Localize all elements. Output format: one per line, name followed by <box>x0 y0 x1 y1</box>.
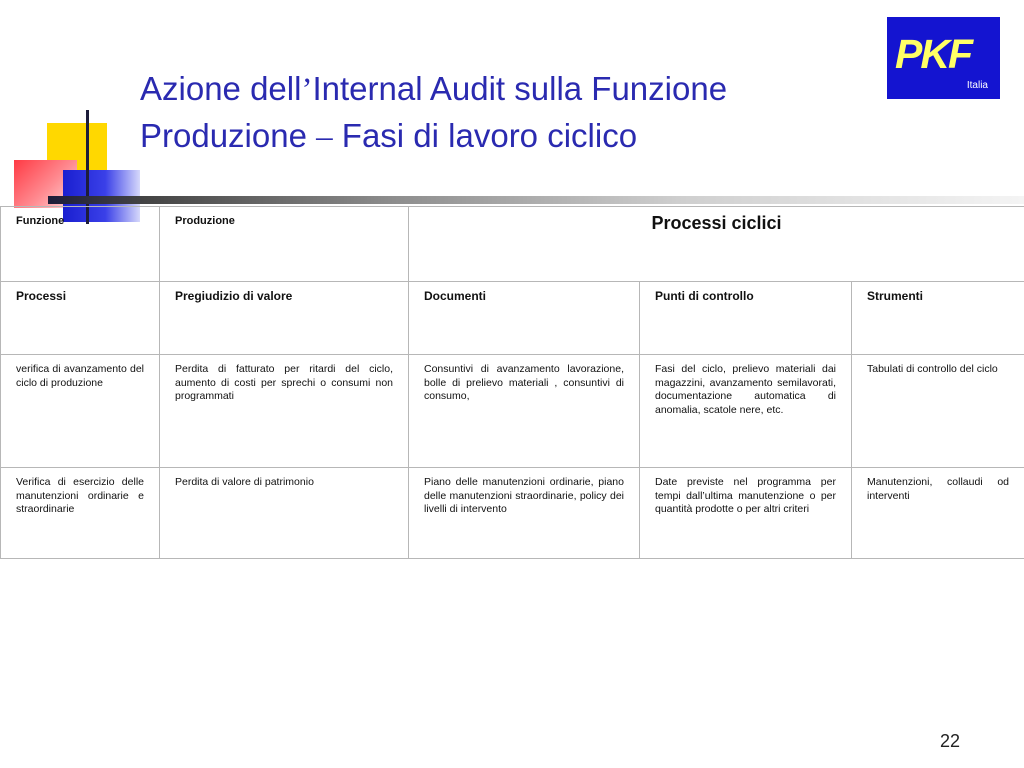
column-header: Processi <box>1 282 160 355</box>
title-line-1 <box>140 66 727 113</box>
table-cell: Fasi del ciclo, prelievo materiali dai magazzini, avanzamento semilavorati, documentazione automatica di anomalia, scatole nere, etc. <box>640 355 852 468</box>
header-cell-funzione: Funzione <box>1 207 160 282</box>
page-number: 22 <box>940 731 961 751</box>
table-cell: Perdita di fatturato per ritardi del ciclo, aumento di costi per sprechi o consumi non programmati <box>160 355 409 468</box>
title-apostrophe: ’ <box>301 72 313 108</box>
logo-mark: PKF <box>895 31 971 77</box>
title-text: Produzione <box>140 117 317 154</box>
header-cell-produzione: Produzione <box>160 207 409 282</box>
table-cell: Consuntivi di avanzamento lavorazione, bolle di prelievo materiali , consuntivi di consumo, <box>409 355 640 468</box>
table-row <box>1 468 1024 559</box>
title-text: Internal Audit sulla Funzione <box>312 70 728 107</box>
title-line-2 <box>140 113 727 160</box>
table-cell: Tabulati di controllo del ciclo <box>852 355 1024 468</box>
table-cell: verifica di avanzamento del ciclo di produzione <box>1 355 160 468</box>
logo-subtitle: Italia <box>966 80 988 91</box>
table-cell: Perdita di valore di patrimonio <box>160 468 409 559</box>
column-header: Punti di controllo <box>640 282 852 355</box>
title-text: Azione dell <box>140 70 302 107</box>
title-text: Fasi di lavoro ciclico <box>332 117 638 154</box>
header-cell-processi-ciclici: Processi ciclici <box>409 207 1024 282</box>
table-cell: Date previste nel programma per tempi dall’ultima manutenzione o per quantità prodotte o per altri criteri <box>640 468 852 559</box>
table-cell: Manutenzioni, collaudi od interventi <box>852 468 1024 559</box>
column-header: Documenti <box>409 282 640 355</box>
horizontal-rule-decoration <box>48 196 1024 204</box>
table-subheader-row <box>1 282 1024 355</box>
slide-title <box>140 66 727 160</box>
table-cell: Verifica di esercizio delle manutenzioni ordinarie e straordinarie <box>1 468 160 559</box>
column-header: Strumenti <box>852 282 1024 355</box>
column-header: Pregiudizio di valore <box>160 282 409 355</box>
table-cell: Piano delle manutenzioni ordinarie, piano delle manutenzioni straordinarie, policy dei livelli di intervento <box>409 468 640 559</box>
title-dash: – <box>316 119 333 155</box>
table-row <box>1 355 1024 468</box>
audit-table <box>0 206 1024 559</box>
pkf-logo <box>887 17 1000 99</box>
table-header-row <box>1 207 1024 282</box>
